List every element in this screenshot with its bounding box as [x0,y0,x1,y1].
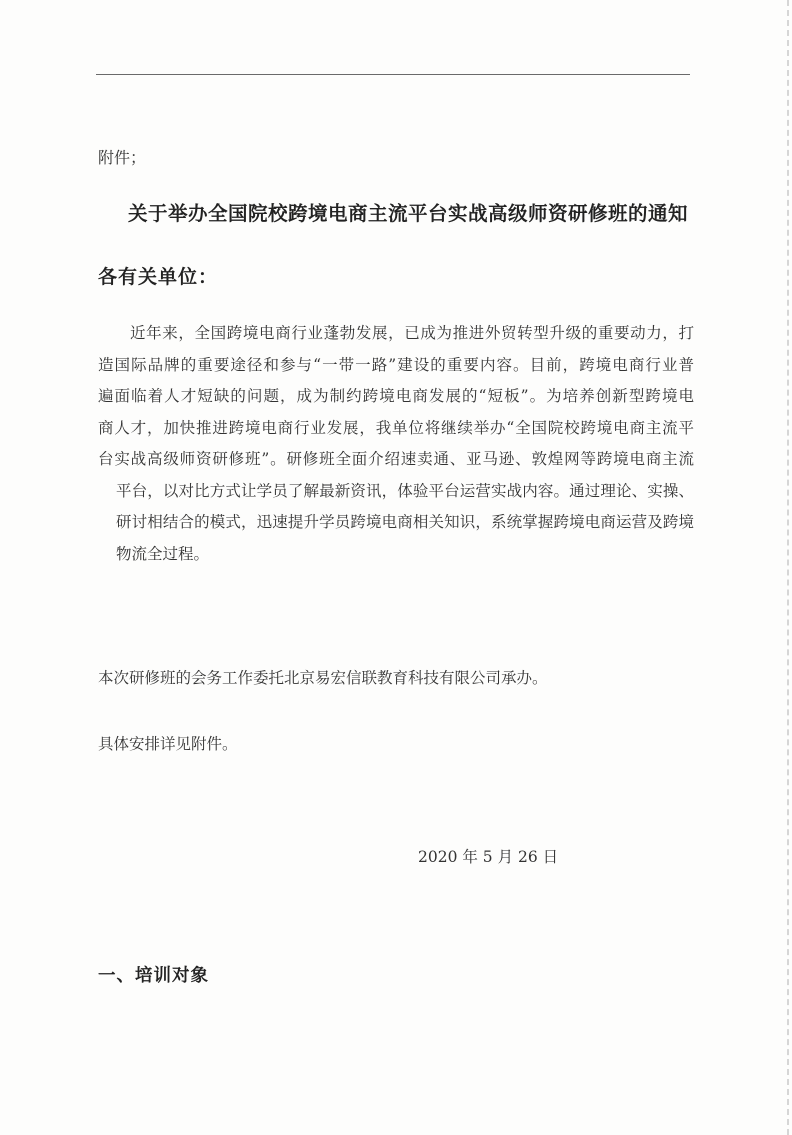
document-title: 关于举办全国院校跨境电商主流平台实战高级师资研修班的通知 [128,202,689,225]
body-line: 遍面临着人才短缺的问题，成为制约跨境电商发展的“短板”。为培养创新型跨境电 [98,387,694,405]
body-line: 台实战高级师资研修班”。研修班全面介绍速卖通、亚马逊、敦煌网等跨境电商主流 [98,450,694,468]
body-paragraph [98,318,694,570]
issue-date: 2020 年 5 月 26 日 [418,848,559,866]
body-line: 平台，以对比方式让学员了解最新资讯，体验平台运营实战内容。通过理论、实操、 [116,481,694,500]
salutation: 各有关单位： [98,266,219,288]
organizer-note: 本次研修班的会务工作委托北京易宏信联教育科技有限公司承办。 [98,669,548,687]
arrangement-note: 具体安排详见附件。 [98,735,238,753]
body-line: 近年来，全国跨境电商行业蓬勃发展，已成为推进外贸转型升级的重要动力，打 [130,324,694,342]
body-line: 研讨相结合的模式，迅速提升学员跨境电商相关知识，系统掌握跨境电商运营及跨境 [116,513,694,531]
body-line: 物流全过程。 [116,544,210,563]
header-rule [96,74,690,75]
body-line: 商人才，加快推进跨境电商行业发展，我单位将继续举办“全国院校跨境电商主流平 [98,418,694,437]
attachment-label: 附件； [98,148,147,167]
section-heading: 一、培训对象 [98,966,209,986]
scan-edge [787,0,789,1135]
body-line: 造国际品牌的重要途径和参与“一带一路”建设的重要内容。目前，跨境电商行业普 [98,355,694,374]
